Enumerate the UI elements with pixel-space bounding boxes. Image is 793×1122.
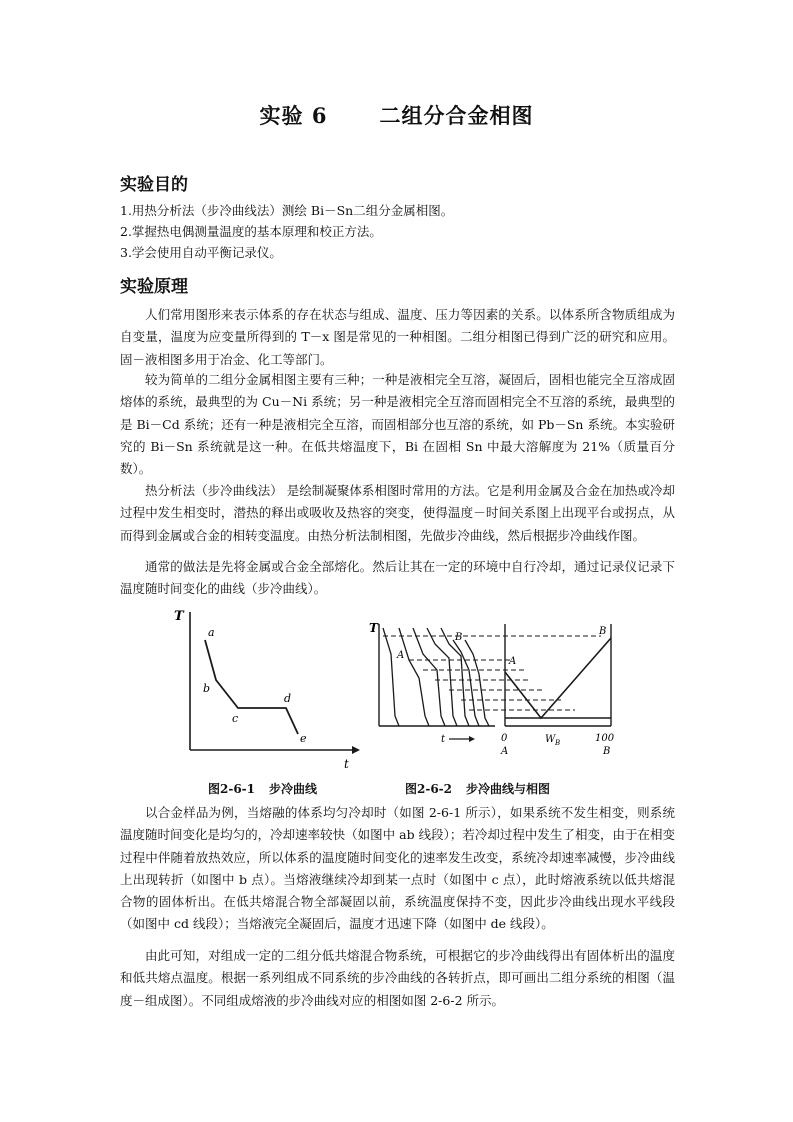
fig2-bottom-A: A	[501, 746, 509, 757]
fig2-time-arrowhead	[469, 736, 475, 742]
fig2-phase-label-A: A	[509, 656, 517, 667]
fig1-cooling-curve	[205, 640, 298, 734]
fig2-left-label-A: A	[397, 650, 405, 661]
figure1-caption	[208, 780, 317, 797]
fig2-wb-label: W	[545, 734, 556, 745]
principle-paragraph-4: 通常的做法是先将金属或合金全部熔化。然后让其在一定的环境中自行冷却，通过记录仪记录下温度随时间变化的曲线（步冷曲线）。	[120, 559, 675, 597]
section-heading-principle: 实验原理	[120, 277, 188, 297]
objective-item-1: 1.用热分析法（步冷曲线法）测绘 Bi－Sn二组分金属相图。	[120, 203, 454, 218]
fig2-y-label: T	[369, 621, 378, 635]
fig2-bottom-B: B	[603, 746, 611, 757]
fig2-curve-1	[383, 628, 399, 726]
fig2-curve-2	[399, 628, 429, 726]
fig2-zero-label: 0	[501, 733, 508, 744]
experiment-name: 二组分合金相图	[379, 103, 534, 128]
fig1-point-e: e	[300, 732, 307, 745]
objective-item-3: 3.学会使用自动平衡记录仪。	[120, 245, 282, 260]
fig1-y-label: T	[174, 609, 184, 624]
figure1-caption-text: 步冷曲线	[269, 782, 318, 796]
section-heading-objective: 实验目的	[120, 175, 188, 195]
fig2-hundred-label: 100	[595, 733, 615, 744]
figure2-caption-text: 步冷曲线与相图	[466, 782, 551, 796]
fig2-time-label: t	[441, 734, 446, 745]
figure-cooling-curve	[168, 600, 368, 775]
principle-paragraph-3: 热分析法（步冷曲线法） 是绘制凝聚体系相图时常用的方法。它是利用金属及合金在加热或冷却过程中发生相变时，潜热的释出或吸收及热容的突变，使得温度－时间关系图上出现平台或拐点，从而得到金属或合金的相转变温度。由热分析法制相图，先做步冷曲线，然后根据步冷曲线作图。	[120, 483, 675, 543]
figure1-caption-number: 图2-6-1	[208, 782, 256, 796]
principle-paragraph-5: 以合金样品为例，当熔融的体系均匀冷却时（如图 2-6-1 所示），如果系统不发生相变，则系统温度随时间变化是均匀的，冷却速率较快（如图中 ab 线段）；若冷却过程中发生了相变，由于在相变过程中伴随着放热效应，所以体系的温度随时间变化的速率发生改变，系统冷却速率减慢，步冷曲线上出现转折（如图中 b 点）。当熔液继续冷却到某一点时（如图中 c 点），此时熔液系统以低共熔混合物的固体析出。在低共熔混合物全部凝固以前，系统温度保持不变，因此步冷曲线出现水平线段（如图中 cd 线段）；当熔液完全凝固后，温度才迅速下降（如图中 de 线段）。	[120, 805, 675, 932]
fig2-liquidus	[505, 638, 611, 718]
principle-paragraph-2: 较为简单的二组分金属相图主要有三种；一种是液相完全互溶，凝固后，固相也能完全互溶成固熔体的系统，最典型的为 Cu－Ni 系统；另一种是液相完全互溶而固相完全不互溶的系统，最典型的是 Bi－Cd 系统；还有一种是液相完全互溶，而固相部分也互溶的系统，如 Pb－Sn 系统。本实验研究的 Bi－Sn 系统就是这一种。在低共熔温度下，Bi 在固相 Sn 中最大溶解度为 21%（质量百分数）。	[120, 372, 675, 477]
fig1-point-d: d	[284, 692, 292, 705]
fig1-x-label: t	[344, 757, 349, 771]
page-title	[0, 100, 793, 130]
experiment-number: 实验 6	[259, 103, 328, 128]
fig2-phase-label-B: B	[599, 626, 607, 637]
fig2-cooling-curves	[383, 628, 489, 726]
figure-phase-diagram	[365, 614, 620, 764]
fig2-curve-7	[465, 640, 489, 726]
figure2-caption	[405, 780, 550, 797]
figure2-caption-number: 图2-6-2	[405, 782, 453, 796]
principle-paragraph-6: 由此可知，对组成一定的二组分低共熔混合物系统，可根据它的步冷曲线得出有固体析出的温度和低共熔点温度。根据一系列组成不同系统的步冷曲线的各转折点，即可画出二组分系统的相图（温度－组成图）。不同组成熔液的步冷曲线对应的相图如图 2-6-2 所示。	[120, 948, 675, 1008]
principle-paragraph-1: 人们常用图形来表示体系的存在状态与组成、温度、压力等因素的关系。以体系所含物质组成为自变量，温度为应变量所得到的 T－x 图是常见的一种相图。二组分相图已得到广泛的研究和应用。固－液相图多用于冶金、化工等部门。	[120, 307, 675, 367]
fig1-point-b: b	[203, 682, 211, 695]
fig1-x-arrow	[352, 746, 360, 754]
fig2-left-label-B: B	[455, 632, 463, 643]
fig2-wb-sub: B	[555, 739, 561, 747]
fig1-point-a: a	[208, 626, 215, 639]
fig1-point-c: c	[232, 712, 239, 725]
objective-item-2: 2.掌握热电偶测量温度的基本原理和校正方法。	[120, 224, 382, 239]
fig2-curve-6	[453, 640, 479, 726]
fig2-curve-4	[427, 628, 457, 726]
